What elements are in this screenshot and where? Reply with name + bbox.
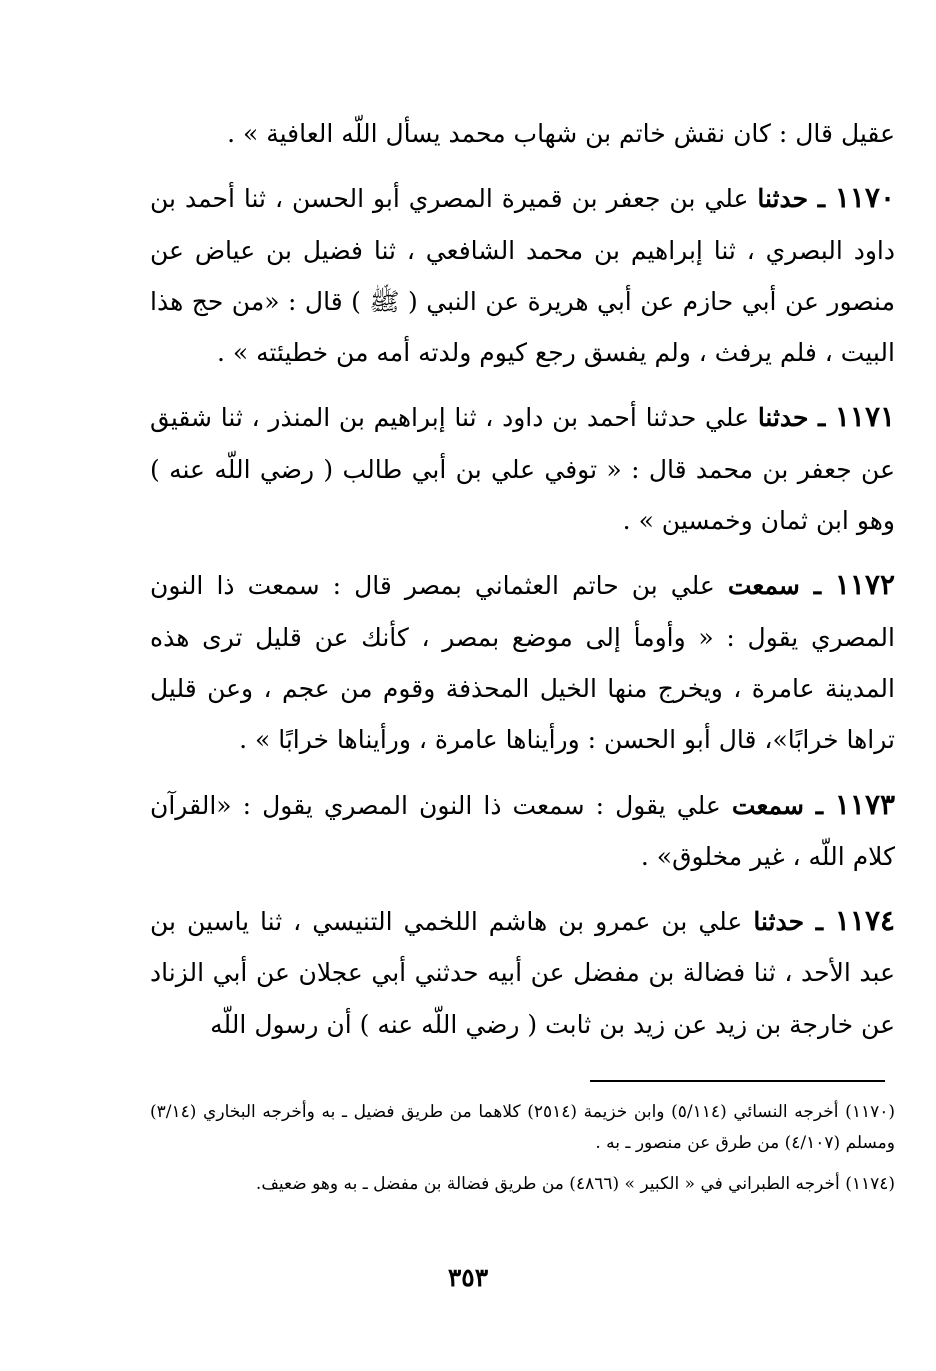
hadith-keyword: حدثنا — [757, 403, 809, 433]
hadith-number: ١١٧٣ — [834, 787, 896, 821]
main-text — [150, 108, 895, 1050]
hadith-keyword: حدثنا — [757, 184, 809, 214]
page-number: ٣٥٣ — [447, 1263, 489, 1292]
hadith-keyword: حدثنا — [753, 907, 805, 937]
hadith-number: ١١٧١ — [834, 400, 896, 434]
hadith-text: علي حدثنا أحمد بن داود ، ثنا إبراهيم بن المنذر ، ثنا شقيق عن جعفر بن محمد قال : « توفي علي بن أبي طالب ( رضي اللّه عنه ) وهو ابن ثمان وخمسين » . — [150, 403, 895, 536]
hadith-text: علي بن جعفر بن قميرة المصري أبو الحسن ، ثنا أحمد بن داود البصري ، ثنا إبراهيم بن محمد الشافعي ، ثنا فضيل بن عياض عن منصور عن أبي حازم عن أبي هريرة عن النبي ( ﷺ ) قال : «من حج هذا البيت ، فلم يرفث ، ولم يفسق رجع كيوم ولدته أمه من خطيئته » . — [150, 184, 895, 368]
hadith-number: ١١٧٤ — [834, 904, 896, 938]
hadith-keyword: سمعت — [727, 571, 800, 601]
hadith-keyword: سمعت — [731, 790, 804, 820]
hadith-number: ١١٧٢ — [834, 568, 895, 602]
footnote-1174: (١١٧٤) أخرجه الطبراني في « الكبير » (٤٨٦٦) من طريق فضالة بن مفضل ـ به وهو ضعيف. — [255, 1174, 895, 1194]
hadith-number: ١١٧٠ — [834, 181, 895, 215]
hadith-text: علي بن حاتم العثماني بمصر قال : سمعت ذا النون المصري يقول : « وأومأ إلى موضع بمصر ، كأنك عن قليل ترى هذه المدينة عامرة ، ويخرج منها الخيل المحذفة وقوم من عجم ، وعن قليل تراها خرابًا»، قال أبو الحسن : ورأيناها عامرة ، ورأيناها خرابًا » . — [150, 571, 895, 755]
paragraph-text: عقيل قال : كان نقش خاتم بن شهاب محمد يسأل اللّه العافية » . — [227, 119, 895, 148]
hadith-1171: ١١٧١ ـ حدثنا علي حدثنا أحمد بن داود ، ثنا إبراهيم بن المنذر ، ثنا شقيق عن جعفر بن محمد قال : « توفي علي بن أبي طالب ( رضي اللّه عنه ) وهو ابن ثمان وخمسين » . — [150, 400, 896, 536]
hadith-text: علي يقول : سمعت ذا النون المصري يقول : «القرآن كلام اللّه ، غير مخلوق» . — [150, 790, 895, 871]
paragraph-continuation — [150, 108, 895, 159]
hadith-1173: ١١٧٣ ـ سمعت علي يقول : سمعت ذا النون المصري يقول : «القرآن كلام اللّه ، غير مخلوق» . — [150, 787, 896, 871]
footnote-divider — [590, 1080, 885, 1082]
footnote-1170: (١١٧٠) أخرجه النسائي (٥/١١٤) وابن خزيمة (٢٥١٤) كلاهما من طريق فضيل ـ به وأخرجه البخاري (٣/١٤) ومسلم (٤/١٠٧) من طرق عن منصور ـ به . — [150, 1102, 895, 1153]
hadith-1172: ١١٧٢ ـ سمعت علي بن حاتم العثماني بمصر قال : سمعت ذا النون المصري يقول : « وأومأ إلى موضع بمصر ، كأنك عن قليل ترى هذه المدينة عامرة ، ويخرج منها الخيل المحذفة وقوم من عجم ، وعن قليل تراها خرابًا»، قال أبو الحسن : ورأيناها عامرة ، ورأيناها خرابًا » . — [150, 568, 895, 755]
hadith-text: علي بن عمرو بن هاشم اللخمي التنيسي ، ثنا ياسين بن عبد الأحد ، ثنا فضالة بن مفضل عن أبيه حدثني أبي عجلان عن أبي الزناد عن خارجة بن زيد عن زيد بن ثابت ( رضي اللّه عنه ) أن رسول اللّه — [150, 907, 895, 1039]
hadith-1174: ١١٧٤ ـ حدثنا علي بن عمرو بن هاشم اللخمي التنيسي ، ثنا ياسين بن عبد الأحد ، ثنا فضالة بن مفضل عن أبيه حدثني أبي عجلان عن أبي الزناد عن خارجة بن زيد عن زيد بن ثابت ( رضي اللّه عنه ) أن رسول اللّه — [150, 904, 896, 1039]
hadith-1170: ١١٧٠ ـ حدثنا علي بن جعفر بن قميرة المصري أبو الحسن ، ثنا أحمد بن داود البصري ، ثنا إبراهيم بن محمد الشافعي ، ثنا فضيل بن عياض عن منصور عن أبي حازم عن أبي هريرة عن النبي ( ﷺ ) قال : «من حج هذا البيت ، فلم يرفث ، ولم يفسق رجع كيوم ولدته أمه من خطيئته » . — [150, 181, 895, 368]
footnotes — [150, 1097, 895, 1210]
